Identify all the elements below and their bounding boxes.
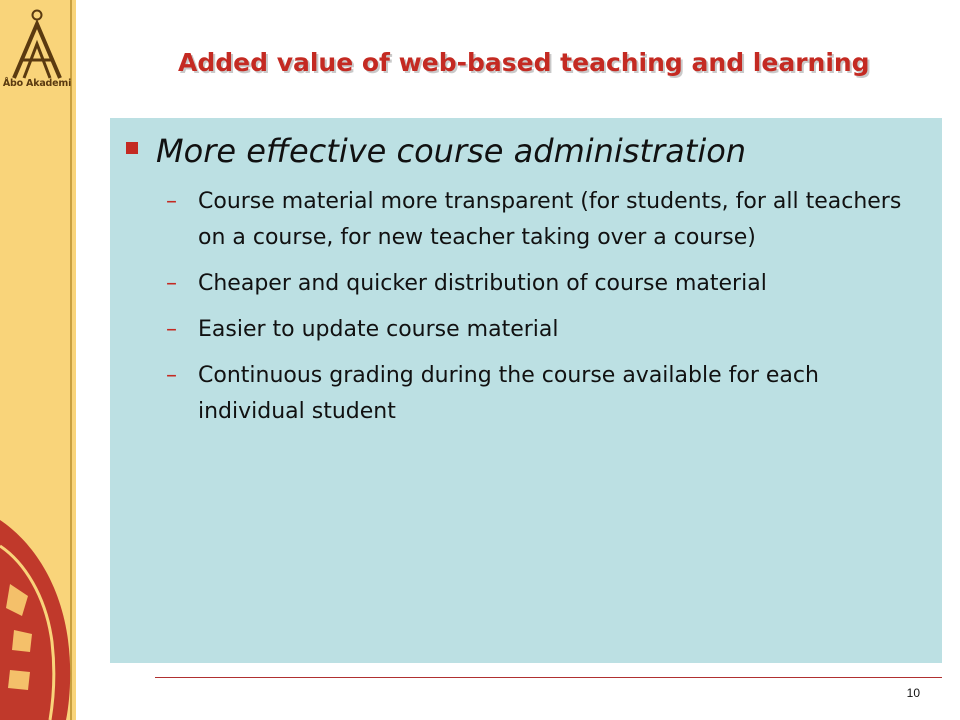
main-bullet-text: More effective course administration	[156, 132, 747, 170]
square-bullet-icon	[126, 142, 138, 154]
sub-bullet-text: Easier to update course material	[198, 317, 559, 342]
sidebar	[0, 0, 76, 720]
sub-bullet-list	[166, 184, 926, 440]
sub-bullet	[166, 266, 926, 302]
logo-text: Åbo Akademi	[2, 78, 72, 89]
footer-divider	[155, 677, 942, 678]
sub-bullet-text: Continuous grading during the course available for each individual student	[198, 363, 819, 424]
sub-bullet	[166, 312, 926, 348]
university-seal-icon	[0, 500, 76, 720]
sub-bullet	[166, 358, 926, 430]
page-number: 10	[906, 686, 920, 700]
dash-bullet-icon: –	[166, 271, 177, 296]
sub-bullet-text: Cheaper and quicker distribution of course material	[198, 271, 767, 296]
dash-bullet-icon: –	[166, 317, 177, 342]
main-bullet	[124, 134, 924, 174]
content-box	[110, 118, 942, 663]
sub-bullet	[166, 184, 926, 256]
dash-bullet-icon: –	[166, 363, 177, 388]
sub-bullet-text: Course material more transparent (for students, for all teachers on a course, for new teacher taking over a course)	[198, 189, 902, 250]
slide-title: Added value of web-based teaching and learning	[178, 48, 870, 77]
dash-bullet-icon: –	[166, 189, 177, 214]
